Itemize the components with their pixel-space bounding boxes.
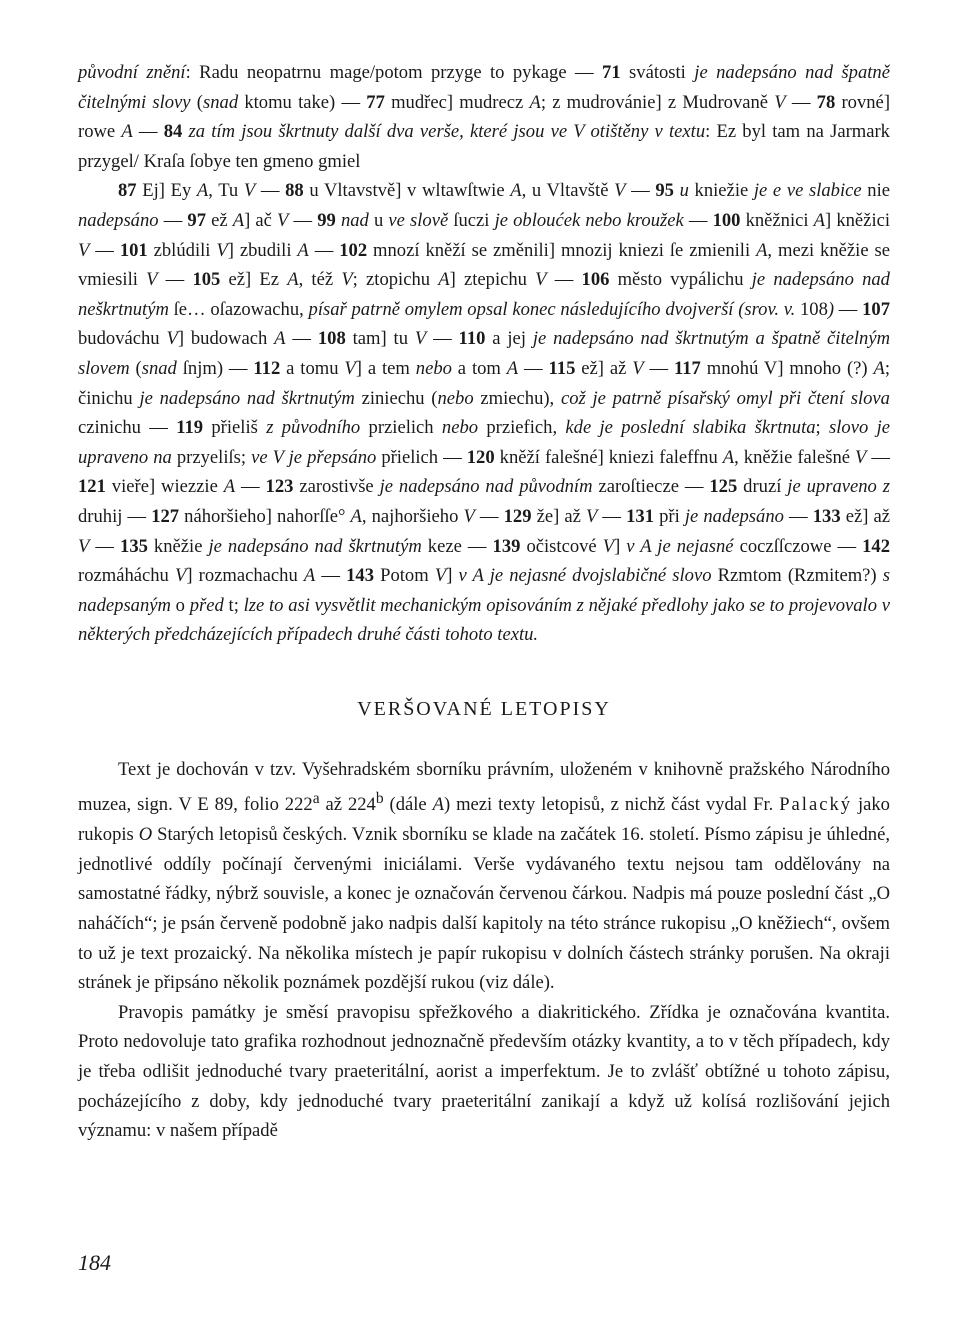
text-run: kniežie [688, 180, 754, 202]
text-run: že] až [531, 505, 586, 527]
notes-paragraph [78, 176, 890, 650]
text-run: 71 [602, 62, 621, 83]
text-run: 84 [163, 121, 183, 143]
text-run: je upraveno z [787, 476, 890, 498]
text-run: V [243, 180, 256, 202]
text-run: je nadepsáno nad neškrtnutým [78, 269, 890, 320]
text-run: 131 [626, 505, 655, 527]
text-run: je nadepsáno [684, 505, 784, 527]
text-run: ] ztepichu [449, 269, 536, 291]
text-run: 106 [581, 269, 610, 291]
text-run: je nadepsáno nad původním [379, 476, 593, 498]
text-run: zaroſtiecze — [592, 476, 710, 498]
text-run: 97 [187, 209, 206, 231]
text-run: 121 [78, 476, 106, 498]
text-run: 110 [458, 328, 486, 350]
text-run: ktomu take) — [238, 91, 367, 113]
text-run: A [232, 209, 245, 231]
text-run: mudřec] mudrecz [384, 91, 530, 113]
text-run: A [432, 794, 444, 816]
text-run: snad [202, 91, 239, 113]
text-run: přielich — [376, 446, 467, 468]
text-run: 107 [862, 298, 891, 320]
text-run: při [654, 505, 685, 527]
textual-notes [78, 58, 890, 650]
text-run: , mezi kněžie se vmiesili [78, 239, 890, 291]
text-run: — [683, 209, 713, 231]
text-run: 125 [709, 476, 738, 498]
text-run: — [643, 357, 674, 379]
text-run: 100 [712, 209, 741, 231]
text-run: coczſſczowe — [733, 535, 863, 557]
text-run: ; [815, 417, 830, 439]
text-run: A [510, 180, 522, 202]
text-run: Starých letopisů českých. Vznik sborníku se klade na začátek 16. století. Písmo zápisu je úhledné, jednotlivé oddíly počínají červenými iniciálami. Verše vydávaného textu nejsou tam oddělovány na samostatné řádky, nýbrž souvisle, a konec je označován červenou čárkou. Nadpis má pouze poslední část „O naháčích“; je psán červeně podobně jako nadpis další kapitoly na této stránce rukopisu „O kněžiech“, ovšem to už je text prozaický. Na několika místech je papír rukopisu v dolních částech stránky porušen. Na okraji stránek je připsáno několik poznámek pozdější rukou (viz dále). [78, 824, 890, 994]
section-body [78, 755, 890, 1146]
text-run: 101 [119, 239, 148, 261]
text-run: — [866, 446, 890, 468]
text-run: ež [206, 209, 233, 231]
text-run: Pravopis památky je směsí pravopisu spřežkového a diakritického. Zřídka je označována kvantita. Proto nedovoluje tato grafika rozhodnout jednoznačně především otázky kvantity, a to v těch případech, kdy je třeba odlišit jednoduché tvary praeteritální, aorist a imperfektum. Je to zvlášť obtížné u tohoto zápisu, pocházejícího z doby, kdy jednoduché tvary praeteritální zanikají a když už kolísá rozlišování jejich významu: v našem případě [78, 1001, 890, 1142]
text-run: 105 [192, 269, 221, 291]
text-run: je obloućek nebo kroužek [494, 209, 684, 231]
text-run: až 224 [319, 794, 376, 816]
text-run: svátosti [620, 62, 695, 83]
text-run: ; činichu [78, 357, 891, 409]
text-run: V [166, 328, 178, 350]
text-run: keze — [421, 535, 493, 557]
text-run: ve slově [388, 209, 449, 231]
text-run: ziniechu ( [354, 387, 438, 409]
text-run: , kněžie falešné [734, 446, 856, 468]
text-run: — [783, 505, 813, 527]
text-run: — [308, 239, 340, 261]
text-run: náhoršieho] nahorſſe° [179, 505, 351, 527]
text-run: — [89, 239, 120, 261]
text-run: 108 [795, 298, 828, 320]
text-run: nebo [441, 417, 479, 439]
text-run: V [855, 446, 867, 468]
page-number: 184 [78, 1250, 111, 1275]
text-run: V [146, 269, 158, 291]
text-run: A [287, 269, 299, 291]
text-run: V [341, 269, 353, 291]
text-run: A [756, 239, 768, 261]
text-run: V [632, 357, 644, 379]
text-run: je nadepsáno nad škrtnutým a špatně čitelným slovem [78, 328, 891, 379]
text-run: V [602, 535, 615, 557]
notes-paragraph [78, 58, 890, 176]
text-run: rozmáháchu [78, 565, 175, 587]
text-run: za tím jsou škrtnuty další dva verše, které jsou ve V otištěny v textu [188, 121, 706, 143]
text-run: ež] Ez [220, 269, 288, 291]
text-run: A [196, 180, 209, 202]
text-run: 135 [120, 535, 148, 557]
text-run: tam] tu [345, 328, 415, 350]
text-run: a tom [451, 357, 507, 379]
text-run: a [312, 790, 320, 808]
text-run: 120 [466, 446, 495, 468]
page-content [78, 58, 890, 1146]
text-run: očistcové [520, 535, 603, 557]
text-run: czinichu — [78, 417, 177, 439]
text-run: u [368, 209, 389, 231]
text-run: V [216, 239, 228, 261]
text-run: — [597, 505, 627, 527]
text-run: 78 [816, 91, 836, 113]
text-run: 87 [118, 180, 137, 202]
text-run: b [375, 790, 384, 808]
text-run: V [277, 209, 289, 231]
text-run: Potom [374, 565, 435, 587]
text-run: V [344, 357, 356, 379]
text-run: a tomu [280, 357, 345, 379]
text-run: ſe… oſazowachu, [168, 298, 309, 320]
text-run: t; [223, 594, 244, 616]
text-run: nebo [437, 387, 474, 409]
text-run: 115 [548, 357, 576, 379]
text-run: v A je nejasné dvojslabičné slovo [458, 565, 712, 587]
text-run: 112 [253, 357, 281, 379]
text-run: 108 [317, 328, 346, 350]
text-run: budováchu [78, 328, 167, 350]
text-run: 133 [812, 505, 841, 527]
text-run: A [529, 91, 541, 113]
text-run: A [274, 328, 286, 350]
text-run: A [506, 357, 519, 379]
text-run: ) mezi texty letopisů, z nichž část vydal Fr. [443, 794, 780, 816]
text-run: , najhoršieho [361, 505, 464, 527]
text-run: 102 [339, 239, 368, 261]
text-run: V [535, 269, 547, 291]
text-run: V [434, 565, 447, 587]
text-run: jako rukopis [78, 794, 890, 846]
text-run: A [121, 121, 133, 143]
text-run: — [518, 357, 549, 379]
body-paragraph [78, 755, 890, 998]
text-run: 123 [265, 476, 294, 498]
text-run: 77 [366, 91, 385, 113]
text-run: původní znění [78, 62, 186, 83]
text-run: ve V je přepsáno [251, 446, 377, 468]
text-run: A [873, 357, 885, 379]
text-run: zarostivše [293, 476, 380, 498]
text-run: město vypálichu [609, 269, 752, 291]
text-run: ] a tem [355, 357, 416, 379]
text-run: ſuczi [448, 209, 495, 231]
text-run: prziefich, [478, 417, 566, 439]
text-run: V [78, 535, 90, 557]
text-run: a jej [485, 328, 533, 350]
text-run: ež] až [575, 357, 633, 379]
text-run: — [158, 209, 188, 231]
text-run: — [255, 180, 286, 202]
text-run: před [189, 594, 224, 616]
text-run: — [834, 298, 863, 320]
text-run: druzí [737, 476, 788, 498]
text-run: kněžnici [740, 209, 814, 231]
text-run: — [157, 269, 193, 291]
text-run: nadepsáno [78, 209, 159, 231]
text-run: A [303, 565, 316, 587]
text-run: je e ve slabice [753, 180, 862, 202]
section-heading: VERŠOVANÉ LETOPISY [357, 697, 611, 720]
text-run: Text je dochován v tzv. Vyšehradském sborníku právním, uloženém v knihovně pražského Národního muzea, sign. V E 89, folio 222 [78, 758, 890, 816]
text-run: druhij — [78, 505, 152, 527]
text-run: 95 [655, 180, 674, 202]
text-run: 119 [176, 417, 204, 439]
text-run: ( [129, 357, 142, 379]
text-run: , též [298, 269, 342, 291]
text-run: : Ez byl tam na Jarmark przygel/ Kraſa ſobye ten gmeno gmiel [78, 121, 890, 172]
text-run: 117 [673, 357, 701, 379]
text-run: — [285, 328, 318, 350]
text-run: ] budowach [177, 328, 275, 350]
text-run: — [625, 180, 656, 202]
text-run: mnohú V] mnoho (?) [700, 357, 874, 379]
text-run: v A je nejasné [626, 535, 734, 557]
text-run: ] [446, 565, 459, 587]
text-run: 127 [151, 505, 180, 527]
body-paragraph [78, 998, 890, 1146]
text-run: 129 [503, 505, 532, 527]
text-run: je nadepsáno nad škrtnutým [139, 387, 355, 409]
text-run: Ej] Ey [136, 180, 197, 202]
text-run: nebo [415, 357, 452, 379]
text-run: písař patrně omylem opsal konec následujícího dvojverší (srov. v. [308, 298, 796, 320]
text-run: ež] až [840, 505, 891, 527]
text-run: V [174, 565, 187, 587]
text-run: A [350, 505, 362, 527]
text-run: — [288, 209, 318, 231]
text-run: nie [861, 180, 891, 202]
text-run: což je patrně písařský omyl při čtení slova [560, 387, 890, 409]
text-run: o [170, 594, 190, 616]
text-run: — [474, 505, 504, 527]
text-run: snad [141, 357, 177, 379]
text-run: A [722, 446, 735, 468]
text-run: zblúdili [147, 239, 217, 261]
text-run: 143 [346, 565, 374, 587]
text-run: ; z mudrovánie] z Mudrovaně [540, 91, 775, 113]
text-run: A [438, 269, 450, 291]
text-run: V [614, 180, 626, 202]
text-run: ] rozmachachu [186, 565, 304, 587]
text-run: V [463, 505, 475, 527]
text-run: — [89, 535, 121, 557]
text-run: Rzmtom (Rzmitem?) [711, 565, 883, 587]
text-run: A [813, 209, 826, 231]
text-run: Palacký [779, 794, 853, 816]
text-run: V [78, 239, 90, 261]
text-run: — [785, 91, 817, 113]
text-run: A [223, 476, 236, 498]
text-run: rovné] rowe [78, 91, 891, 143]
text-run: ] [614, 535, 627, 557]
text-run: 99 [317, 209, 336, 231]
text-run: kde je poslední slabika škrtnuta [565, 417, 816, 439]
text-run: przyeliſs; [171, 446, 252, 468]
text-run: lze to asi vysvětlit mechanickým opisováním z nějaké předlohy jako se to projevovalo v některých předcházejících případech druhé části tohoto textu. [78, 594, 890, 646]
text-run: przielich [360, 417, 442, 439]
text-run: u [679, 180, 689, 202]
text-run: je nadepsáno nad špatně čitelnými slovy [78, 62, 890, 113]
text-run: ( [190, 91, 203, 113]
text-run: V [414, 328, 427, 350]
text-run: zmiechu), [473, 387, 561, 409]
text-run: — [235, 476, 266, 498]
text-run: — [132, 121, 164, 143]
text-run: ) [827, 298, 835, 320]
text-run: — [315, 565, 347, 587]
text-run: s nadepsaným [78, 565, 891, 616]
text-run: A [297, 239, 309, 261]
text-run: — [426, 328, 459, 350]
text-run: V [585, 505, 598, 527]
text-run: V [774, 91, 786, 113]
text-run: 88 [285, 180, 304, 202]
text-run: (dále [383, 794, 433, 816]
text-run: nad [340, 209, 369, 231]
text-run: ] zbudili [227, 239, 298, 261]
text-run: u Vltavstvě] v wltawſtwie [303, 180, 511, 202]
text-run: mnozí kněží se změnili] mnozij kniezi ſe zmienili [367, 239, 757, 261]
text-run: 139 [492, 535, 521, 557]
text-run: O [138, 824, 153, 846]
text-run: : Radu neopatrnu mage/potom przyge to pykage — [185, 62, 603, 83]
text-run: přieliš [203, 417, 267, 439]
text-run: ] ač [244, 209, 278, 231]
text-run: kněžie [147, 535, 209, 557]
text-run: vieře] wiezzie [105, 476, 224, 498]
text-run: , u Vltavště [521, 180, 615, 202]
text-run: kněží falešné] kniezi faleffnu [494, 446, 723, 468]
text-run: slovo je upraveno na [78, 417, 891, 468]
text-run: 142 [862, 535, 890, 557]
text-run: ſnjm) — [176, 357, 254, 379]
text-run: z původního [266, 417, 361, 439]
text-run: , Tu [208, 180, 244, 202]
text-run: ; ztopichu [352, 269, 439, 291]
text-run: ] kněžici [825, 209, 891, 231]
text-run: — [546, 269, 582, 291]
text-run: je nadepsáno nad škrtnutým [208, 535, 422, 557]
